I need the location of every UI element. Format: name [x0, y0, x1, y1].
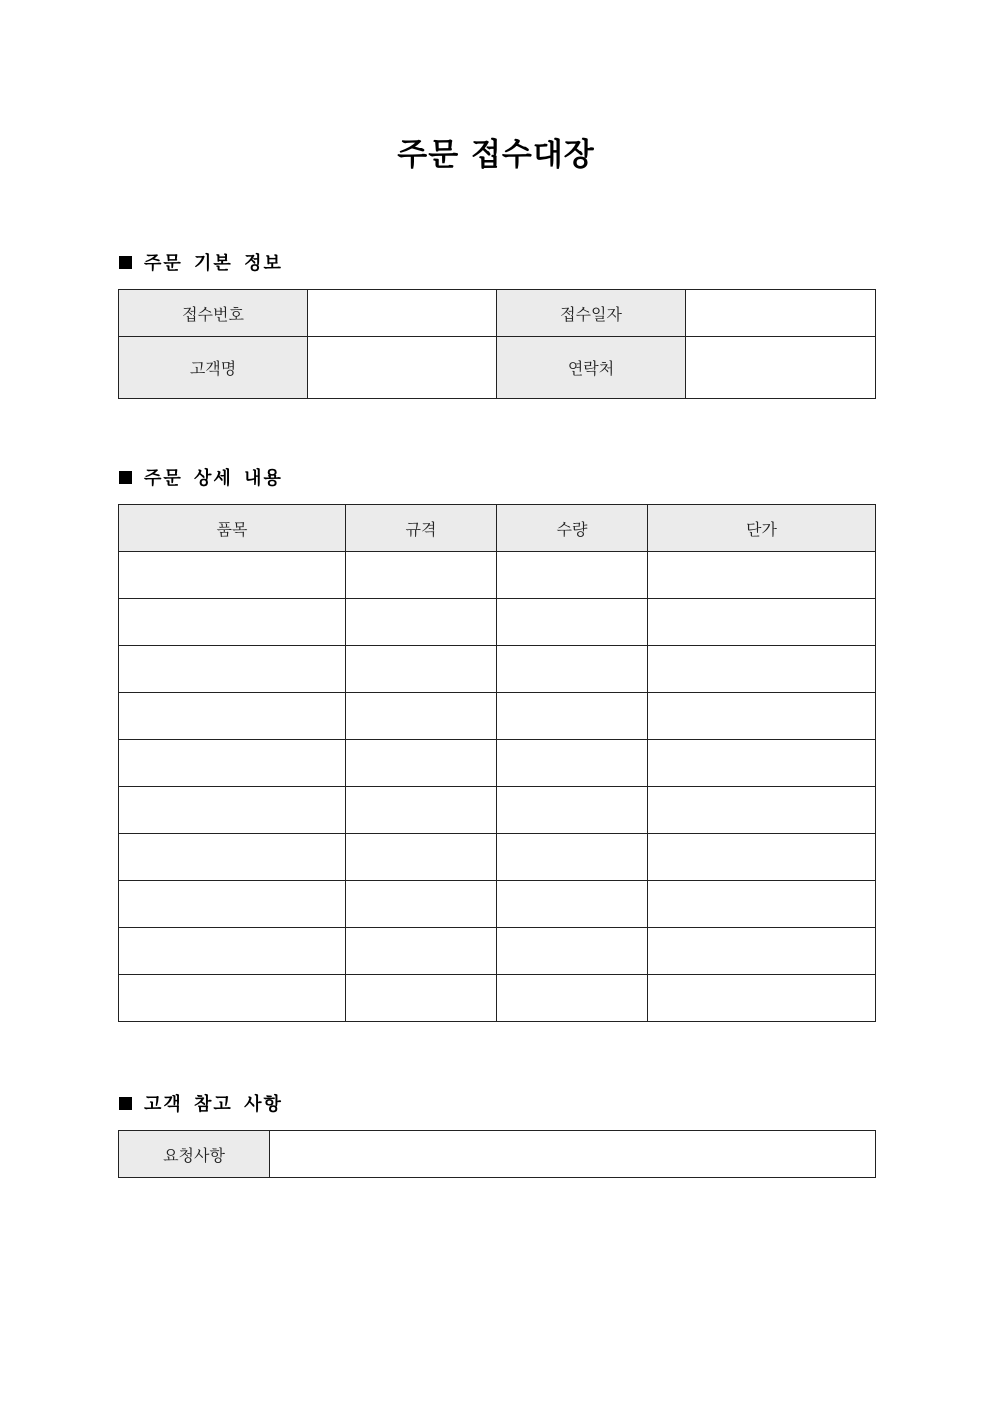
square-bullet-icon — [119, 256, 132, 269]
cell-unit-price[interactable] — [648, 693, 876, 740]
cell-quantity[interactable] — [497, 552, 648, 599]
cell-spec[interactable] — [346, 693, 497, 740]
table-row — [119, 975, 876, 1022]
cell-quantity[interactable] — [497, 740, 648, 787]
table-row — [119, 552, 876, 599]
page-title: 주문 접수대장 — [397, 137, 595, 173]
cell-item[interactable] — [119, 552, 346, 599]
table-row — [119, 881, 876, 928]
receipt-number-label: 접수번호 — [119, 290, 308, 337]
order-details-table — [118, 504, 876, 1022]
customer-name-field[interactable] — [308, 337, 497, 399]
table-row — [119, 599, 876, 646]
section-heading-basic-info — [119, 251, 283, 277]
cell-item[interactable] — [119, 646, 346, 693]
section-heading-label: 고객 참고 사항 — [144, 1094, 283, 1115]
cell-unit-price[interactable] — [648, 928, 876, 975]
cell-unit-price[interactable] — [648, 599, 876, 646]
column-header-unit-price: 단가 — [648, 505, 876, 552]
section-heading-details — [119, 466, 283, 492]
contact-label: 연락처 — [497, 337, 686, 399]
cell-unit-price[interactable] — [648, 646, 876, 693]
cell-spec[interactable] — [346, 646, 497, 693]
column-header-quantity: 수량 — [497, 505, 648, 552]
cell-unit-price[interactable] — [648, 552, 876, 599]
cell-spec[interactable] — [346, 975, 497, 1022]
cell-quantity[interactable] — [497, 693, 648, 740]
table-row — [119, 290, 876, 337]
cell-item[interactable] — [119, 787, 346, 834]
table-row — [119, 834, 876, 881]
request-field[interactable] — [270, 1131, 876, 1178]
order-details-body — [119, 552, 876, 1022]
section-heading-notes — [119, 1092, 283, 1118]
table-row — [119, 787, 876, 834]
cell-spec[interactable] — [346, 928, 497, 975]
cell-quantity[interactable] — [497, 787, 648, 834]
cell-spec[interactable] — [346, 834, 497, 881]
section-heading-label: 주문 기본 정보 — [144, 253, 283, 274]
cell-unit-price[interactable] — [648, 881, 876, 928]
cell-unit-price[interactable] — [648, 740, 876, 787]
cell-item[interactable] — [119, 881, 346, 928]
customer-name-label: 고객명 — [119, 337, 308, 399]
section-heading-label: 주문 상세 내용 — [144, 468, 283, 489]
cell-spec[interactable] — [346, 599, 497, 646]
contact-field[interactable] — [686, 337, 876, 399]
table-row — [119, 693, 876, 740]
cell-item[interactable] — [119, 599, 346, 646]
cell-quantity[interactable] — [497, 646, 648, 693]
cell-item[interactable] — [119, 740, 346, 787]
cell-quantity[interactable] — [497, 928, 648, 975]
basic-info-table — [118, 289, 876, 399]
cell-item[interactable] — [119, 928, 346, 975]
receipt-date-label: 접수일자 — [497, 290, 686, 337]
cell-spec[interactable] — [346, 881, 497, 928]
cell-unit-price[interactable] — [648, 834, 876, 881]
table-row — [119, 1131, 876, 1178]
table-row — [119, 337, 876, 399]
cell-item[interactable] — [119, 693, 346, 740]
table-row — [119, 928, 876, 975]
receipt-number-field[interactable] — [308, 290, 497, 337]
cell-unit-price[interactable] — [648, 975, 876, 1022]
receipt-date-field[interactable] — [686, 290, 876, 337]
cell-quantity[interactable] — [497, 881, 648, 928]
square-bullet-icon — [119, 1097, 132, 1110]
cell-spec[interactable] — [346, 740, 497, 787]
cell-unit-price[interactable] — [648, 787, 876, 834]
column-header-spec: 규격 — [346, 505, 497, 552]
cell-quantity[interactable] — [497, 599, 648, 646]
column-header-item: 품목 — [119, 505, 346, 552]
cell-spec[interactable] — [346, 787, 497, 834]
table-header-row — [119, 505, 876, 552]
table-row — [119, 740, 876, 787]
cell-quantity[interactable] — [497, 834, 648, 881]
square-bullet-icon — [119, 471, 132, 484]
cell-item[interactable] — [119, 975, 346, 1022]
cell-item[interactable] — [119, 834, 346, 881]
table-row — [119, 646, 876, 693]
request-label: 요청사항 — [119, 1131, 270, 1178]
cell-spec[interactable] — [346, 552, 497, 599]
cell-quantity[interactable] — [497, 975, 648, 1022]
customer-notes-table — [118, 1130, 876, 1178]
